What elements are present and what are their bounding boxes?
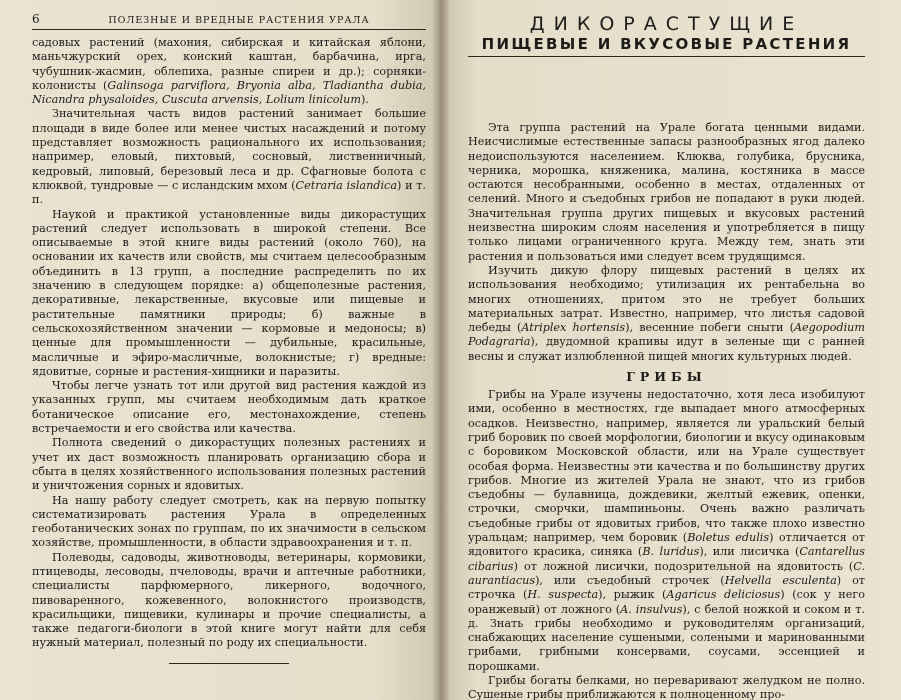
text-segment: Грибы на Урале изучены недостаточно, хотя леса изобилуют ими, особенно в местностях, где выпадает много атмосферных осадков. Неизвестно, например, является ли уральский белый гриб боровик по своей морфологии, биологии и вкусу одинаковым с боровиком Московской области, или на Урале существует особая форма. Неизвестны эти качества и по большинству других грибов. Многие из жителей Урала не знают, что из грибов съедобны — булавница, дождевики, желтый ежевик, опенки, строчки, сморчки, шампиньоны. Очень важно различать съедобные грибы от ядовитых грибов, что также плохо известно уральцам; например, чем боровик (	[468, 388, 865, 545]
text-segment: садовых растений (махония, сибирская и китайская яблони, маньчжурский орех, конский каштан, барбачина, ирга, чубушник-жасмин, облепиха, разные спиреи и др.); сорняки-колонисты (	[32, 36, 426, 92]
section-title-line2: ПИЩЕВЫЕ И ВКУСОВЫЕ РАСТЕНИЯ	[468, 35, 865, 57]
text-segment: Чтобы легче узнать тот или другой вид растения каждой из указанных групп, мы считаем необходимым дать краткое ботаническое описание его, местонахождение, степень встречаемости и его свойства или качества.	[32, 379, 426, 436]
book-gutter	[432, 0, 450, 700]
latin-name: Aegopodium Podagraria	[468, 321, 865, 349]
title-spacing	[468, 57, 865, 121]
latin-name: Boletus edulis	[687, 531, 770, 545]
latin-name: Agaricus deliciosus	[666, 588, 781, 602]
paragraph	[32, 107, 426, 207]
paragraph	[32, 436, 426, 493]
latin-name: B. luridus	[642, 545, 700, 559]
text-segment: ) от строчка (	[468, 573, 865, 602]
paragraph	[468, 674, 865, 700]
latin-name: Helvella esculenta	[724, 573, 837, 587]
mushrooms-text	[468, 388, 865, 700]
text-segment: ) (сок у него оранжевый) от ложного (	[468, 588, 865, 616]
text-segment: Наукой и практикой установленные виды дикорастущих растений следует использовать в широкой степени. Все описываемые в этой книге виды растений (около 760), на основании их качеств или свойств, мы считаем целесообразным объединить в 13 групп, а последние распределить по их значению в следующем порядке: а) общеполезные растения, декоративные, лекарственные, вкусовые или пищевые и растительные памятники природы; б) важные в сельскохозяйственном значении — кормовые и медоносы; в) ценные для промышленности — дубильные, красильные, масличные и эфиро-масличные, волокнистые; г) вредные: ядовитые, сорные и растения-хищники и паразиты.	[32, 207, 426, 378]
text-segment: ), рыжик (	[598, 588, 667, 602]
paragraph	[468, 388, 865, 674]
text-segment: Полеводы, садоводы, животноводы, ветеринары, кормовики, птицеводы, лесоводы, пчеловоды, врачи и аптечные работники, специалисты парфюмерного, ликерного, водочного, пивоваренного, кожевенного, волокнистого производств, красильщики, пищевики, кулинары и прочие специалисты, а также педагоги-биологи в этой книге могут найти для себя нужный материал, полезный по роду их специальности.	[32, 550, 426, 650]
latin-name: Galinsoga parviflora, Bryonia alba, Tladiantha dubia, Nicandra physaloides, Cuscuta arvensis, Lolium linicolum	[32, 78, 426, 107]
left-page	[0, 0, 440, 700]
right-page	[440, 0, 901, 700]
latin-name: Cetraria islandica	[295, 178, 397, 192]
paragraph	[32, 379, 426, 436]
end-rule	[169, 663, 289, 664]
latin-name: Cantarellus cibarius	[468, 545, 866, 573]
running-head	[32, 12, 426, 30]
text-segment: ).	[360, 93, 369, 107]
text-segment: ), или лисичка (	[699, 545, 800, 559]
running-title: ПОЛЕЗНЫЕ И ВРЕДНЫЕ РАСТЕНИЯ УРАЛА	[108, 15, 370, 26]
paragraph	[468, 121, 865, 264]
section-title-line1: ДИКОРАСТУЩИЕ	[529, 13, 804, 35]
page-number: 6	[32, 12, 40, 26]
paragraph	[468, 264, 865, 364]
intro-text	[468, 121, 865, 364]
left-page-text	[32, 36, 426, 651]
section-subheading: ГРИБЫ	[626, 369, 707, 385]
text-segment: Значительная часть видов растений занимает большие площади в виде более или менее чистых насаждений и потому представляет возможность рационального их использования; например, еловый, пихтовый, сосновый, лиственничный, кедровый, липовый, березовый леса и др. Сфагновые болота с клюквой, тундровые — с исландским мхом (	[32, 107, 426, 192]
text-segment: На нашу работу следует смотреть, как на первую попытку систематизировать растения Урала в определенных геоботанических зонах по группам, по их значимости в сельском хозяйстве, промышленности, в области здравоохранения и т. п.	[32, 493, 426, 550]
latin-name: Atriplex hortensis	[521, 321, 626, 335]
text-segment: ), двудомной крапивы идут в зеленые щи с ранней весны и служат излюбленной пищей многих культурных людей.	[468, 335, 865, 363]
text-segment: Эта группа растений на Урале богата ценными видами. Неисчислимые естественные запасы разнообразных ягод далеко недоиспользуются населением. Клюква, голубика, брусника, черника, морошка, княженика, малина, костяника в массе остаются несобранными, особенно в местах, отдаленных от селений. Много и съедобных грибов не попадают в руки людей. Значительная группа других пищевых и вкусовых растений неизвестна широким слоям населения и употребляется в пищу только лицами ограниченного круга. Между тем, знать эти растения и пользоваться ими следует всем трудящимся.	[468, 121, 865, 263]
paragraph	[32, 551, 426, 651]
text-segment: ) и т. п.	[32, 178, 426, 207]
paragraph	[32, 208, 426, 380]
latin-name: H. suspecta	[527, 588, 599, 602]
text-segment: ), или съедобный строчек (	[535, 573, 725, 587]
text-segment: Изучить дикую флору пищевых растений в целях их использования необходимо; утилизация их рентабельна во многих отношениях, притом это не требует больших материальных затрат. Известно, например, что листья садовой лебеды (	[468, 263, 865, 335]
text-segment: ) отличается от ядовитого красика, синяка (	[468, 531, 865, 559]
latin-name: C. aurantiacus	[468, 559, 865, 587]
latin-name: A. insulvus	[620, 602, 683, 616]
paragraph	[32, 36, 426, 107]
text-segment: ), с белой ножкой и соком и т. д. Знать грибы необходимо и руководителям организаций, снабжающих население сушеными, солеными и маринованными грибами, грибными консервами, соусами, эссенцией и порошками.	[468, 602, 865, 673]
text-segment: ) от ложной лисички, подозрительной на ядовитость (	[513, 559, 854, 573]
text-segment: Грибы богаты белками, но переваривают желудком не полно. Сушеные грибы приближаются к полноценному про-	[468, 673, 865, 700]
text-segment: ), весенние побеги сныти (	[625, 321, 794, 335]
paragraph	[32, 494, 426, 551]
text-segment: Полнота сведений о дикорастущих полезных растениях и учет их даст возможность планировать организацию сбора и сбыта в целях хозяйственного использования полезных растений и уничтожения сорных и ядовитых.	[32, 436, 426, 493]
